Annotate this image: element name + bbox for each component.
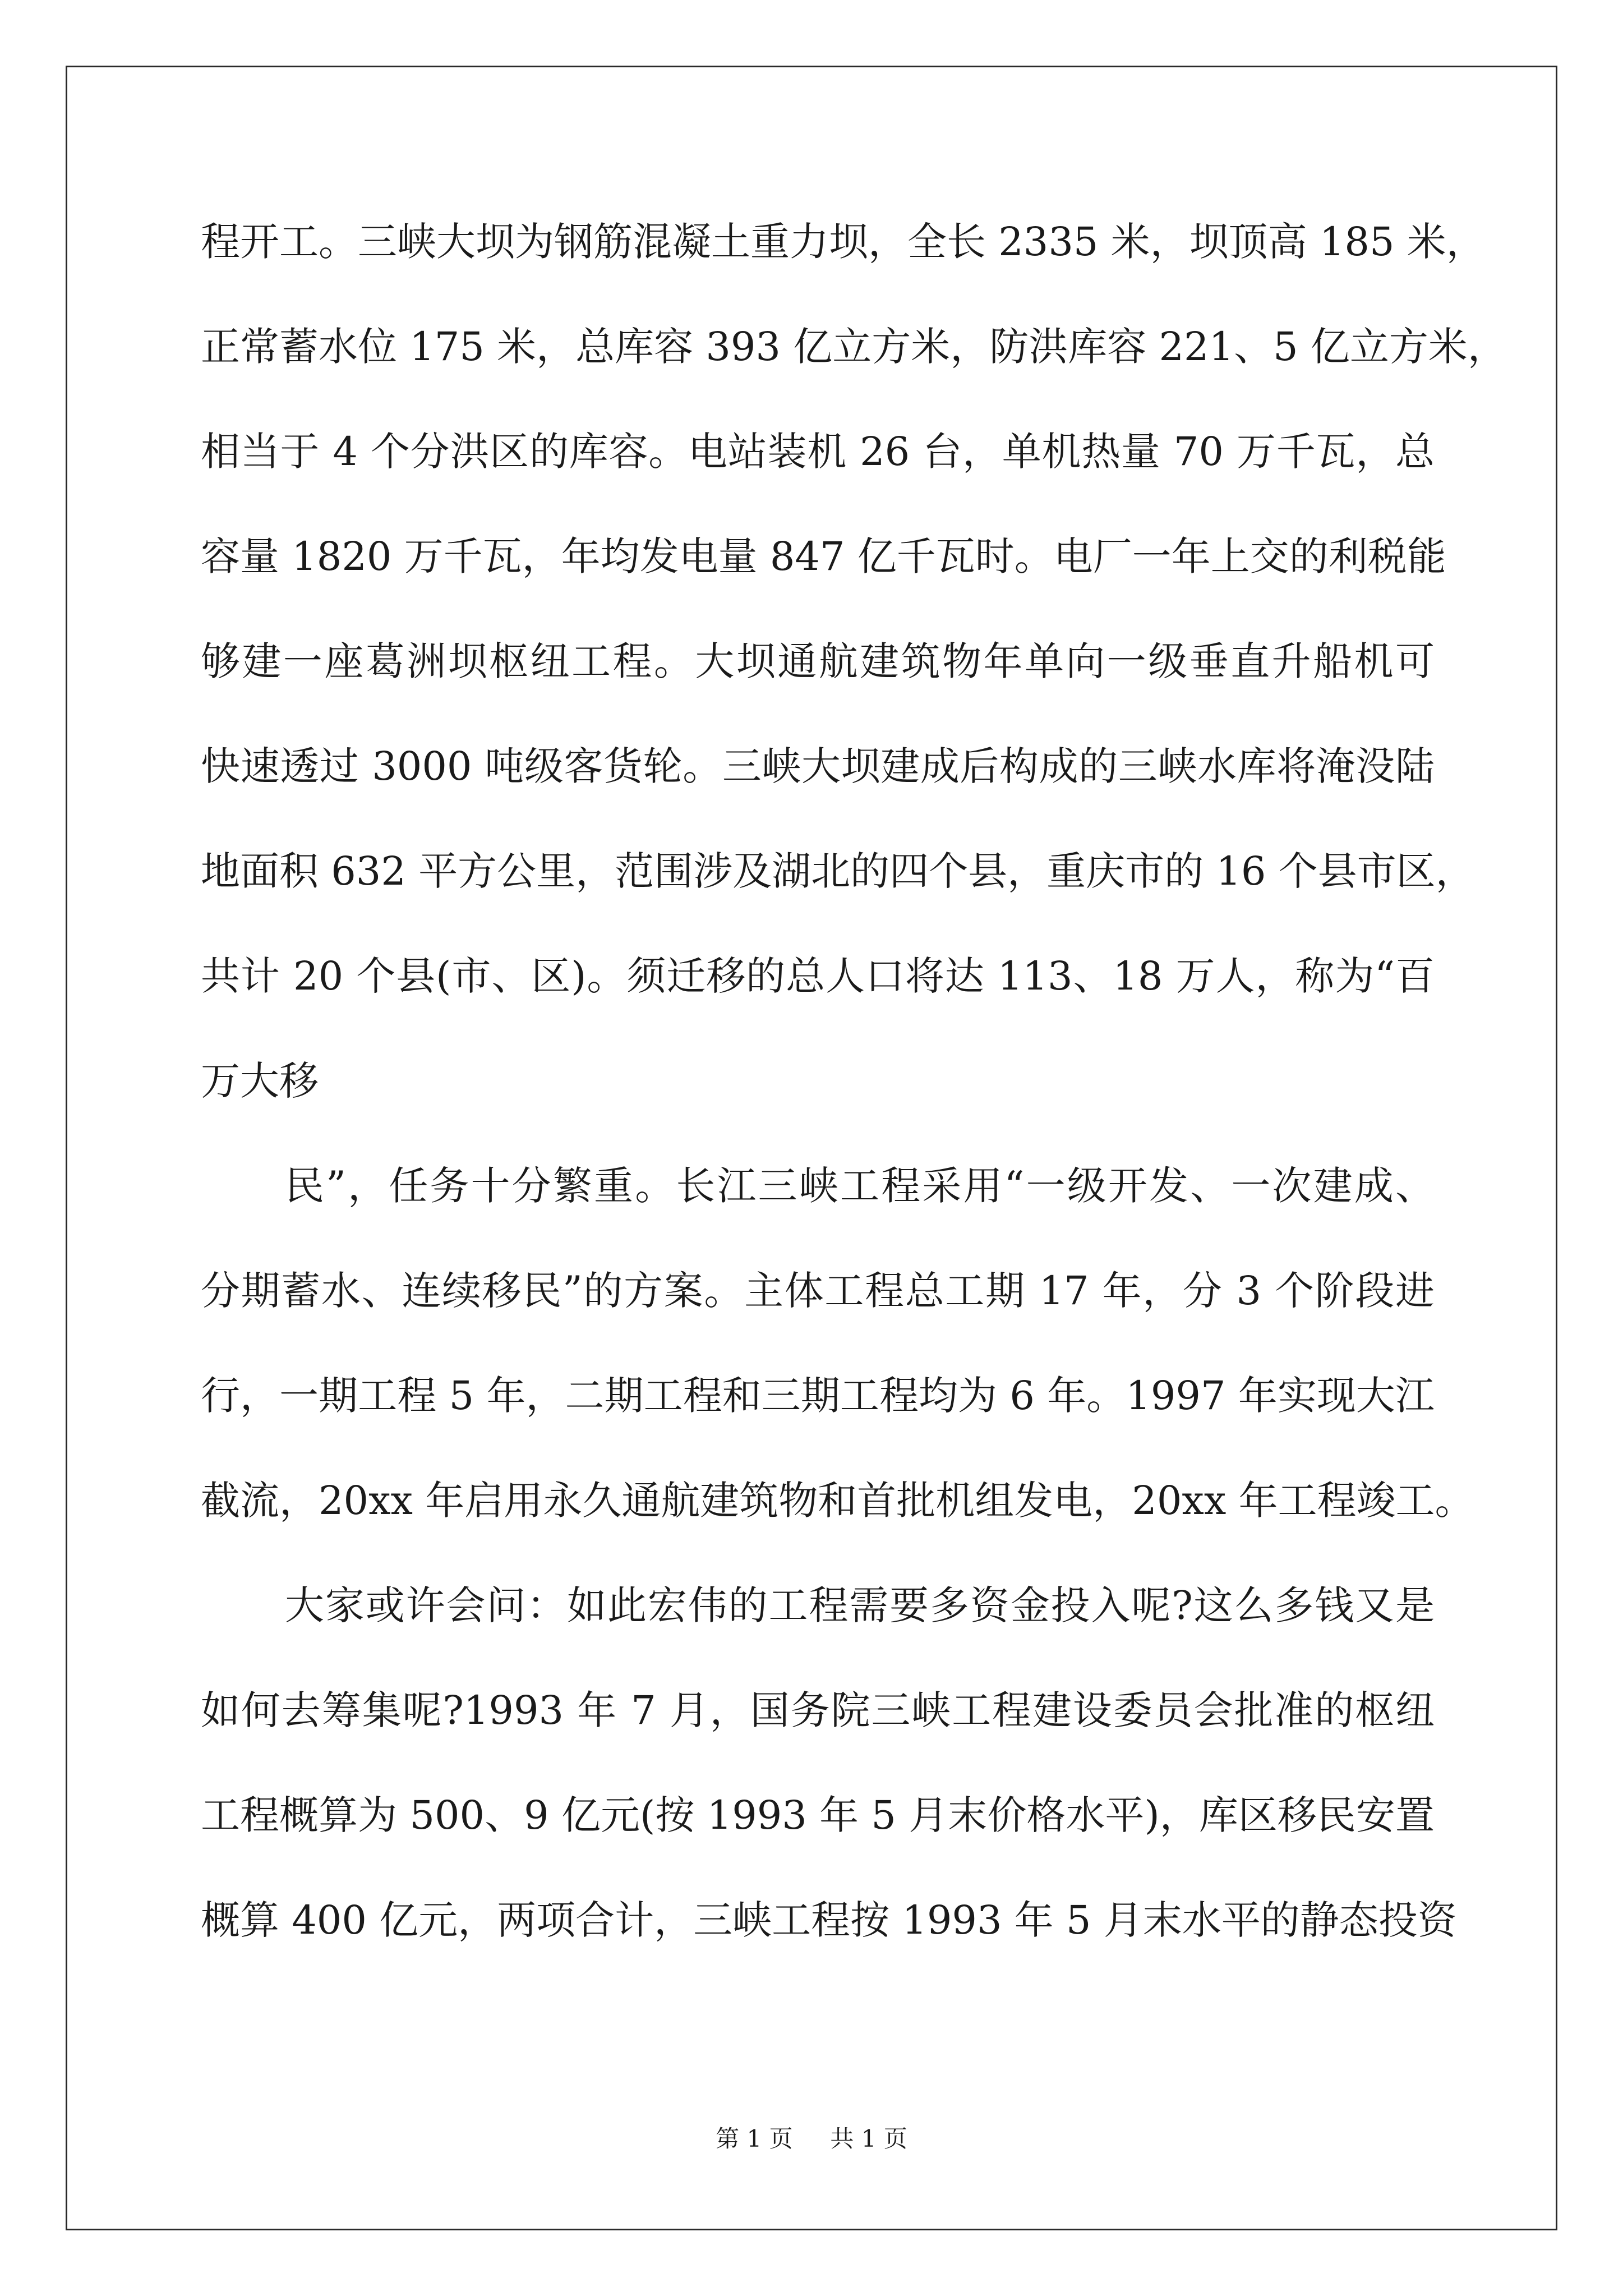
text-line: 概算 400 亿元，两项合计，三峡工程按 1993 年 5 月末水平的静态投资	[201, 1897, 1457, 1943]
text-line: 共计 20 个县(市、区)。须迁移的总人口将达 113、18 万人，称为“百	[201, 953, 1435, 999]
page-footer	[0, 2120, 1623, 2154]
text-line: 万大移	[201, 1058, 319, 1104]
page-total: 共 1 页	[830, 2125, 907, 2152]
document-body	[201, 219, 1507, 2005]
text-line: 截流，20xx 年启用永久通航建筑物和首批机组发电，20xx 年工程竣工。	[201, 1478, 1474, 1524]
text-line: 如何去筹集呢?1993 年 7 月，国务院三峡工程建设委员会批准的枢纽	[201, 1687, 1435, 1733]
text-line: 容量 1820 万千瓦，年均发电量 847 亿千瓦时。电厂一年上交的利税能	[201, 533, 1446, 579]
text-line: 大家或许会问：如此宏伟的工程需要多资金投入呢?这么多钱又是	[285, 1582, 1435, 1628]
text-line: 分期蓄水、连续移民”的方案。主体工程总工期 17 年，分 3 个阶段进	[201, 1268, 1435, 1314]
text-line: 地面积 632 平方公里，范围涉及湖北的四个县，重庆市的 16 个县市区，	[201, 848, 1475, 894]
text-line: 正常蓄水位 175 米，总库容 393 亿立方米，防洪库容 221、5 亿立方米，	[201, 324, 1507, 370]
footer-gap	[800, 2125, 823, 2152]
text-line: 程开工。三峡大坝为钢筋混凝土重力坝，全长 2335 米，坝顶高 185 米，	[201, 219, 1486, 265]
text-line: 工程概算为 500、9 亿元(按 1993 年 5 月末价格水平)，库区移民安置	[201, 1792, 1435, 1838]
text-line: 民”，任务十分繁重。长江三峡工程采用“一级开发、一次建成、	[285, 1163, 1435, 1209]
page-number: 第 1 页	[716, 2125, 793, 2152]
text-line: 行，一期工程 5 年，二期工程和三期工程均为 6 年。1997 年实现大江	[201, 1373, 1435, 1419]
text-line: 快速透过 3000 吨级客货轮。三峡大坝建成后构成的三峡水库将淹没陆	[201, 743, 1435, 789]
text-line: 相当于 4 个分洪区的库容。电站装机 26 台，单机热量 70 万千瓦，总	[201, 429, 1435, 475]
text-line: 够建一座葛洲坝枢纽工程。大坝通航建筑物年单向一级垂直升船机可	[201, 638, 1435, 684]
